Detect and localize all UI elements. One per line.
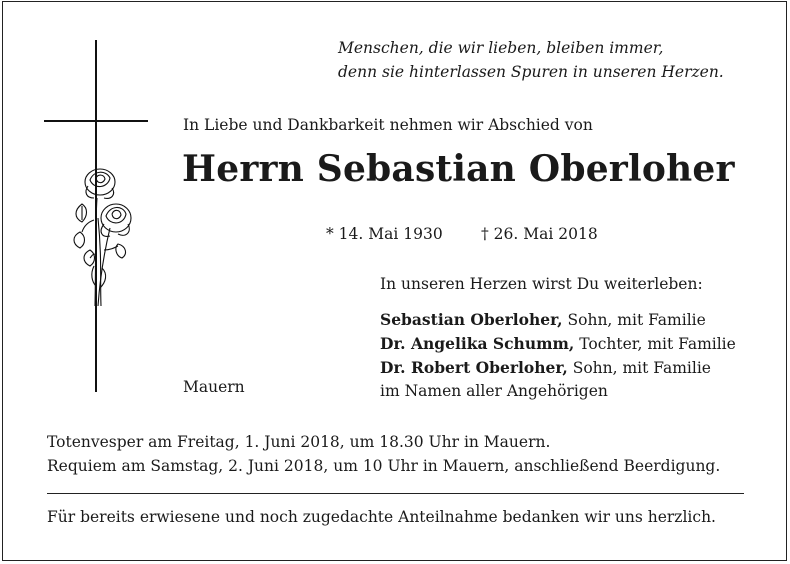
family-member-name: Dr. Robert Oberloher, — [380, 358, 568, 377]
quote-line-2: denn sie hinterlassen Spuren in unseren Herzen. — [338, 63, 724, 81]
family-member-relation: Tochter, mit Familie — [574, 335, 736, 353]
vesper-info: Totenvesper am Freitag, 1. Juni 2018, um 18.30 Uhr in Mauern. — [47, 433, 551, 451]
family-member-relation: Sohn, mit Familie — [567, 359, 711, 377]
roses-icon — [68, 158, 140, 308]
memorial-quote — [338, 36, 724, 84]
birth-date: * 14. Mai 1930 — [326, 225, 443, 243]
family-member — [380, 308, 736, 332]
relatives-line: im Namen aller Angehörigen — [380, 382, 608, 400]
quote-line-1: Menschen, die wir lieben, bleiben immer, — [338, 39, 664, 57]
death-date: † 26. Mai 2018 — [481, 225, 598, 243]
family-member-relation: Sohn, mit Familie — [562, 311, 706, 329]
hearts-line: In unseren Herzen wirst Du weiterleben: — [380, 275, 703, 293]
family-member — [380, 332, 736, 356]
thanks-text: Für bereits erwiesene und noch zugedachte Anteilnahme bedanken wir uns herzlich. — [47, 508, 716, 526]
divider — [47, 493, 744, 494]
intro-text: In Liebe und Dankbarkeit nehmen wir Abschied von — [183, 116, 593, 134]
family-list — [380, 308, 736, 403]
place-name: Mauern — [183, 378, 245, 396]
requiem-info: Requiem am Samstag, 2. Juni 2018, um 10 Uhr in Mauern, anschließend Beerdigung. — [47, 457, 721, 475]
family-member-name: Dr. Angelika Schumm, — [380, 334, 575, 353]
family-member-name: Sebastian Oberloher, — [380, 310, 563, 329]
deceased-name: Herrn Sebastian Oberloher — [182, 148, 735, 190]
service-info — [47, 430, 720, 478]
family-member — [380, 356, 736, 380]
cross-horizontal-beam — [44, 120, 148, 122]
